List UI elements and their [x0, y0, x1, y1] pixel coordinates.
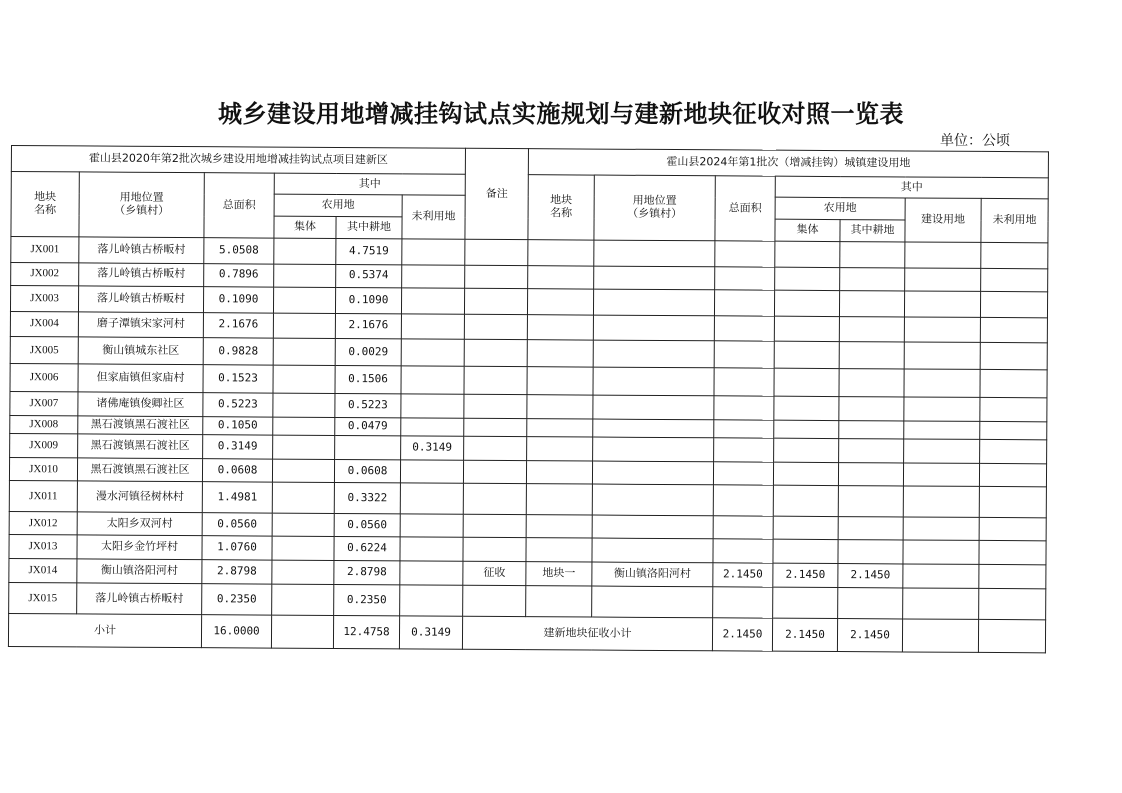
cell-unused [400, 459, 463, 483]
cell-parcel-code: JX008 [10, 415, 78, 434]
cell-cultivated: 0.0479 [335, 417, 401, 436]
cell-r-construction [904, 342, 980, 369]
cell-r-construction [905, 267, 981, 291]
cell-cultivated: 0.6224 [334, 537, 400, 561]
cell-remark [464, 314, 527, 340]
cell-r-total-area [714, 341, 774, 368]
cell-parcel-code: JX002 [11, 262, 79, 286]
cell-r-construction [905, 242, 981, 268]
cell-cultivated [335, 436, 401, 460]
cell-collective [273, 365, 335, 394]
unit-label: 单位：公顷 [940, 133, 1010, 149]
cell-r-construction [904, 439, 980, 463]
cell-location: 黑石渡镇黑石渡社区 [78, 434, 203, 458]
cell-cultivated: 0.5374 [336, 264, 402, 288]
header-collective: 集体 [274, 216, 336, 238]
cell-r-parcel-name [526, 460, 592, 484]
cell-cultivated: 0.0608 [334, 459, 400, 483]
cell-r-unused [981, 242, 1048, 268]
document-title: 城乡建设用地增减挂钩试点实施规划与建新地块征收对照一览表 [218, 100, 904, 128]
cell-r-cultivated [839, 368, 904, 397]
cell-r-collective [773, 516, 838, 540]
cell-r-construction [904, 421, 980, 440]
cell-cultivated: 0.0560 [334, 513, 400, 537]
cell-r-total-area [713, 485, 773, 516]
cell-r-cultivated [839, 316, 904, 342]
cell-r-construction [903, 486, 979, 517]
subtotal-total: 16.0000 [201, 615, 271, 648]
cell-r-location [593, 419, 714, 438]
cell-location: 衡山镇城东社区 [78, 337, 203, 364]
cell-r-cultivated: 2.1450 [838, 563, 903, 588]
cell-cultivated: 2.1676 [335, 313, 401, 339]
cell-unused [401, 313, 464, 339]
cell-r-parcel-name [527, 314, 593, 340]
left-section-title: 霍山县2020年第2批次城乡建设用地增减挂钩试点项目建新区 [11, 146, 465, 175]
cell-parcel-code: JX011 [9, 481, 77, 512]
header-r-collective: 集体 [775, 219, 840, 241]
header-r-total-area: 总面积 [715, 176, 775, 241]
subtotal-r-cultivated: 2.1450 [837, 619, 902, 652]
cell-remark [464, 288, 527, 314]
cell-r-cultivated [839, 342, 904, 369]
cell-r-location [592, 586, 713, 618]
cell-r-location [594, 240, 715, 266]
cell-r-collective: 2.1450 [773, 563, 838, 588]
cell-r-location [593, 395, 714, 419]
cell-location: 落儿岭镇古桥畈村 [79, 262, 204, 286]
header-parcel-name: 地块 名称 [11, 172, 79, 237]
subtotal-r-total: 2.1450 [712, 618, 772, 651]
cell-r-construction [903, 564, 979, 589]
cell-collective [272, 482, 334, 513]
cell-total-area: 1.0760 [202, 536, 272, 560]
cell-r-cultivated [838, 540, 903, 564]
cell-total-area: 0.3149 [203, 435, 273, 459]
cell-r-parcel-name [527, 340, 593, 367]
cell-r-total-area [715, 266, 775, 290]
cell-r-location [592, 538, 713, 562]
header-unused: 未利用地 [402, 195, 465, 239]
cell-r-parcel-name [527, 395, 593, 419]
header-r-construction: 建设用地 [905, 198, 981, 242]
cell-r-cultivated [838, 516, 903, 540]
cell-r-location [593, 289, 714, 315]
cell-parcel-code: JX009 [10, 434, 78, 458]
cell-r-collective [774, 368, 839, 397]
header-total-area: 总面积 [204, 173, 274, 238]
cell-total-area: 0.0608 [202, 458, 272, 482]
cell-cultivated: 2.8798 [334, 560, 400, 585]
cell-r-parcel-name [526, 484, 592, 515]
cell-parcel-code: JX015 [9, 583, 77, 614]
cell-r-location: 衡山镇洛阳河村 [592, 562, 713, 587]
cell-unused: 0.3149 [401, 436, 464, 460]
cell-unused [401, 288, 464, 314]
subtotal-collective [271, 615, 333, 648]
cell-remark [464, 436, 527, 460]
cell-location: 太阳乡双河村 [77, 512, 202, 536]
cell-total-area: 2.8798 [202, 559, 272, 584]
cell-total-area: 0.7896 [204, 263, 274, 287]
cell-r-unused [981, 268, 1048, 292]
cell-location: 衡山镇洛阳河村 [77, 559, 202, 584]
cell-r-parcel-name [528, 240, 594, 266]
cell-parcel-code: JX012 [9, 511, 77, 535]
subtotal-unused: 0.3149 [399, 616, 462, 649]
cell-r-parcel-name: 地块一 [526, 561, 592, 586]
cell-r-total-area [713, 515, 773, 539]
cell-total-area: 0.0560 [202, 512, 272, 536]
cell-r-unused [980, 343, 1047, 370]
cell-r-collective [774, 341, 839, 368]
cell-r-cultivated [838, 588, 903, 619]
cell-r-cultivated [839, 397, 904, 421]
cell-remark [464, 395, 527, 419]
cell-r-location [593, 315, 714, 341]
cell-r-construction [903, 540, 979, 564]
cell-r-collective [774, 316, 839, 342]
cell-remark [465, 239, 528, 265]
cell-total-area: 0.9828 [203, 338, 273, 365]
comparison-table [8, 145, 1049, 653]
cell-r-collective [773, 539, 838, 563]
cell-parcel-code: JX006 [10, 363, 78, 392]
cell-total-area: 0.1050 [203, 416, 273, 435]
cell-unused [400, 537, 463, 561]
cell-r-unused [980, 317, 1047, 343]
header-r-of-which: 其中 [775, 176, 1048, 199]
cell-collective [273, 287, 335, 313]
cell-collective [272, 560, 334, 585]
cell-remark [463, 483, 526, 514]
cell-r-cultivated [840, 242, 905, 268]
cell-collective [274, 264, 336, 288]
cell-unused [400, 585, 463, 616]
cell-r-unused [980, 421, 1047, 440]
table-body [9, 237, 1048, 620]
cell-r-total-area: 2.1450 [713, 562, 773, 587]
cell-r-location [592, 461, 713, 485]
cell-collective [273, 338, 335, 365]
cell-r-unused [980, 398, 1047, 422]
cell-r-unused [979, 486, 1046, 517]
cell-r-parcel-name [527, 418, 593, 437]
cell-collective [273, 417, 335, 436]
cell-unused [400, 483, 463, 514]
cell-unused [402, 239, 465, 265]
cell-cultivated: 0.1506 [335, 365, 401, 394]
cell-unused [402, 264, 465, 288]
subtotal-r-unused [978, 619, 1045, 652]
cell-r-total-area [714, 290, 774, 316]
cell-location: 但家庙镇但家庙村 [78, 364, 203, 393]
cell-r-construction [904, 397, 980, 421]
cell-collective [272, 584, 334, 615]
cell-unused [401, 418, 464, 437]
cell-total-area: 1.4981 [202, 482, 272, 513]
cell-collective [272, 459, 334, 483]
cell-r-parcel-name [526, 538, 592, 562]
header-farmland: 农用地 [274, 194, 402, 217]
cell-parcel-code: JX010 [9, 457, 77, 481]
cell-location: 黑石渡镇黑石渡社区 [78, 416, 203, 435]
cell-r-location [594, 266, 715, 290]
cell-location: 落儿岭镇古桥畈村 [79, 237, 204, 263]
cell-r-location [593, 340, 714, 367]
subtotal-r-collective: 2.1450 [772, 618, 837, 651]
cell-r-parcel-name [527, 366, 593, 395]
header-of-which: 其中 [274, 173, 465, 195]
cell-r-total-area [714, 367, 774, 396]
subtotal-label: 小计 [8, 613, 201, 647]
cell-location: 黑石渡镇黑石渡社区 [77, 457, 202, 481]
cell-collective [273, 393, 335, 417]
cell-r-cultivated [839, 420, 904, 439]
cell-unused [400, 514, 463, 538]
cell-r-collective [774, 420, 839, 439]
header-location: 用地位置 （乡镇村） [79, 172, 204, 238]
cell-r-collective [773, 587, 838, 618]
cell-cultivated: 0.0029 [335, 339, 401, 366]
cell-collective [273, 435, 335, 459]
cell-total-area: 0.5223 [203, 393, 273, 417]
cell-remark [463, 460, 526, 484]
header-r-farmland: 农用地 [775, 197, 905, 220]
cell-cultivated: 4.7519 [336, 238, 402, 264]
cell-remark [463, 537, 526, 561]
cell-r-total-area [714, 396, 774, 420]
cell-r-total-area [713, 587, 773, 618]
cell-r-location [592, 484, 713, 515]
cell-location: 磨子潭镇宋家河村 [78, 311, 203, 337]
cell-remark: 征收 [463, 561, 526, 586]
cell-parcel-code: JX001 [11, 237, 79, 263]
cell-location: 落儿岭镇古桥畈村 [78, 286, 203, 312]
cell-parcel-code: JX013 [9, 535, 77, 559]
cell-total-area: 0.1523 [203, 364, 273, 393]
remark-header: 备注 [465, 148, 529, 239]
cell-remark [465, 265, 528, 289]
cell-cultivated: 0.1090 [335, 288, 401, 314]
cell-total-area: 0.2350 [202, 584, 272, 615]
cell-r-cultivated [839, 291, 904, 317]
subtotal-r-construction [902, 619, 978, 652]
cell-location: 诸佛庵镇俊卿社区 [78, 392, 203, 416]
cell-location: 落儿岭镇古桥畈村 [77, 583, 202, 615]
cell-r-cultivated [838, 462, 903, 486]
cell-collective [273, 313, 335, 339]
header-r-parcel-name: 地块 名称 [528, 175, 594, 240]
cell-unused [400, 561, 463, 586]
cell-r-construction [904, 291, 980, 317]
cell-r-location [592, 515, 713, 539]
cell-r-cultivated [839, 439, 904, 463]
cell-r-parcel-name [527, 289, 593, 315]
cell-location: 太阳乡金竹坪村 [77, 535, 202, 559]
cell-r-collective [774, 438, 839, 462]
cell-collective [274, 238, 336, 264]
cell-r-cultivated [838, 486, 903, 517]
cell-total-area: 5.0508 [204, 238, 274, 264]
cell-parcel-code: JX003 [10, 286, 78, 312]
cell-r-construction [904, 369, 980, 398]
subtotal-right-label: 建新地块征收小计 [462, 616, 712, 651]
cell-cultivated: 0.3322 [334, 483, 400, 514]
header-r-location: 用地位置 （乡镇村） [594, 175, 715, 241]
cell-location: 漫水河镇径树林村 [77, 481, 202, 512]
cell-r-unused [980, 440, 1047, 464]
cell-remark [464, 339, 527, 366]
cell-collective [272, 513, 334, 537]
cell-r-collective [775, 241, 840, 267]
cell-r-total-area [713, 461, 773, 485]
cell-r-unused [979, 564, 1046, 589]
header-cultivated: 其中耕地 [336, 216, 402, 238]
cell-r-unused [979, 541, 1046, 565]
cell-remark [463, 514, 526, 538]
cell-r-parcel-name [528, 265, 594, 289]
cell-collective [272, 536, 334, 560]
cell-r-total-area [714, 438, 774, 462]
cell-r-location [593, 367, 714, 396]
cell-r-collective [775, 267, 840, 291]
cell-total-area: 0.1090 [203, 287, 273, 313]
cell-parcel-code: JX007 [10, 392, 78, 416]
header-r-unused: 未利用地 [981, 198, 1048, 242]
cell-unused [401, 366, 464, 395]
cell-remark [463, 585, 526, 616]
header-r-cultivated: 其中耕地 [840, 220, 905, 242]
cell-r-collective [774, 396, 839, 420]
cell-r-total-area [714, 420, 774, 439]
cell-parcel-code: JX014 [9, 558, 77, 583]
cell-r-total-area [714, 315, 774, 341]
cell-remark [464, 366, 527, 395]
cell-parcel-code: JX005 [10, 337, 78, 364]
cell-r-parcel-name [527, 437, 593, 461]
cell-r-parcel-name [526, 586, 592, 617]
cell-r-construction [904, 317, 980, 343]
cell-r-construction [903, 463, 979, 487]
cell-total-area: 2.1676 [203, 312, 273, 338]
cell-remark [464, 418, 527, 437]
cell-parcel-code: JX004 [10, 311, 78, 337]
right-section-title: 霍山县2024年第1批次（增减挂钩）城镇建设用地 [528, 149, 1048, 178]
cell-r-unused [979, 463, 1046, 487]
subtotal-cultivated: 12.4758 [333, 615, 399, 648]
cell-r-construction [903, 517, 979, 541]
cell-r-cultivated [840, 267, 905, 291]
subtotal-row [8, 613, 1045, 652]
cell-r-unused [980, 369, 1047, 398]
cell-r-unused [979, 517, 1046, 541]
cell-r-unused [979, 589, 1046, 620]
cell-cultivated: 0.5223 [335, 394, 401, 418]
cell-r-parcel-name [526, 514, 592, 538]
cell-r-collective [774, 290, 839, 316]
cell-r-total-area [715, 241, 775, 267]
cell-unused [401, 394, 464, 418]
cell-r-total-area [713, 539, 773, 563]
cell-cultivated: 0.2350 [334, 585, 400, 616]
cell-unused [401, 339, 464, 366]
cell-r-collective [773, 462, 838, 486]
cell-r-unused [980, 291, 1047, 317]
cell-r-construction [903, 588, 979, 619]
cell-r-collective [773, 485, 838, 516]
cell-r-location [593, 437, 714, 461]
